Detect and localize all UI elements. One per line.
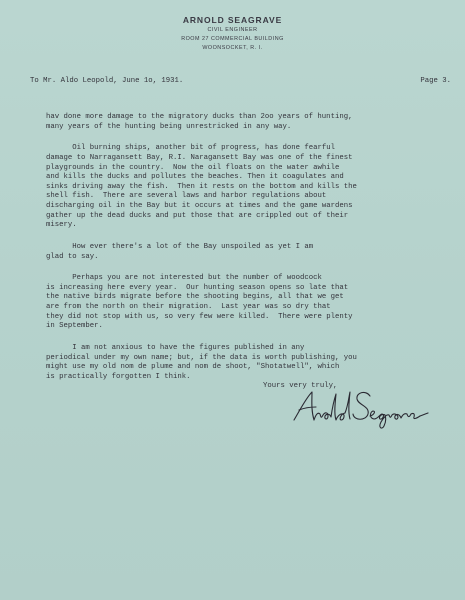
- text-line: in September.: [46, 322, 103, 331]
- text-line: many years of the hunting being unrestricked in any way.: [46, 122, 292, 131]
- text-line: the native birds migrate before the shooting begins, all that we get: [46, 293, 344, 302]
- letterhead-city: WOONSOCKET, R. I.: [202, 45, 263, 51]
- text-line: and kills the ducks and pollutes the beaches. Then it coagulates and: [46, 173, 344, 182]
- handwritten-signature: [290, 384, 440, 434]
- letterhead-title: CIVIL ENGINEER: [207, 27, 258, 33]
- paragraph: [46, 243, 446, 262]
- text-line: sinks driving away the fish. Then it rests on the bottom and kills the: [46, 182, 357, 191]
- letterhead-address: ROOM 27 COMMERCIAL BUILDING: [181, 36, 284, 42]
- page-number: Page 3.: [420, 77, 451, 85]
- text-line: periodical under my own name; but, if the data is worth publishing, you: [46, 353, 357, 362]
- text-line: Oil burning ships, another bit of progress, has done fearful: [46, 144, 336, 153]
- text-line: I am not anxious to have the figures published in any: [46, 344, 305, 353]
- paragraph: [46, 274, 446, 332]
- text-line: discharging oil in the Bay but it occurs at times and the game wardens: [46, 201, 353, 210]
- letter-body: [46, 113, 446, 395]
- text-line: is practically forgotten I think.: [46, 372, 191, 381]
- text-line: shell fish. There are several laws and harbor regulations about: [46, 192, 327, 201]
- text-line: Perhaps you are not interested but the number of woodcock: [46, 274, 322, 283]
- paragraph: [46, 113, 446, 132]
- paragraph: [46, 144, 446, 230]
- closing: Yours very truly,: [263, 382, 338, 390]
- text-line: playgrounds in the country. Now the oil floats on the water awhile: [46, 163, 340, 172]
- text-line: glad to say.: [46, 252, 99, 261]
- text-line: damage to Narragansett Bay, R.I. Naragansett Bay was one of the finest: [46, 153, 353, 162]
- text-line: might use my old nom de plume and nom de shoot, "Shotatwell", which: [46, 363, 340, 372]
- text-line: misery.: [46, 221, 77, 230]
- paragraph: [46, 344, 446, 382]
- letterhead-name: ARNOLD SEAGRAVE: [182, 15, 283, 25]
- text-line: How ever there's a lot of the Bay unspoiled as yet I am: [46, 242, 314, 251]
- text-line: gather up the dead ducks and put those that are crippled out of their: [46, 211, 349, 220]
- dateline: To Mr. Aldo Leopold, June 1o, 1931.: [30, 77, 184, 85]
- text-line: is increasing here every year. Our hunting season opens so late that: [46, 283, 349, 292]
- text-line: are from the north on their migration. Last year was so dry that: [46, 303, 331, 312]
- text-line: they did not stop with us, so very few were killed. There were plenty: [46, 312, 353, 321]
- text-line: haⅴ done more damage to the migratory ducks than 2oo years of hunting,: [46, 113, 353, 121]
- letterhead: [0, 14, 465, 53]
